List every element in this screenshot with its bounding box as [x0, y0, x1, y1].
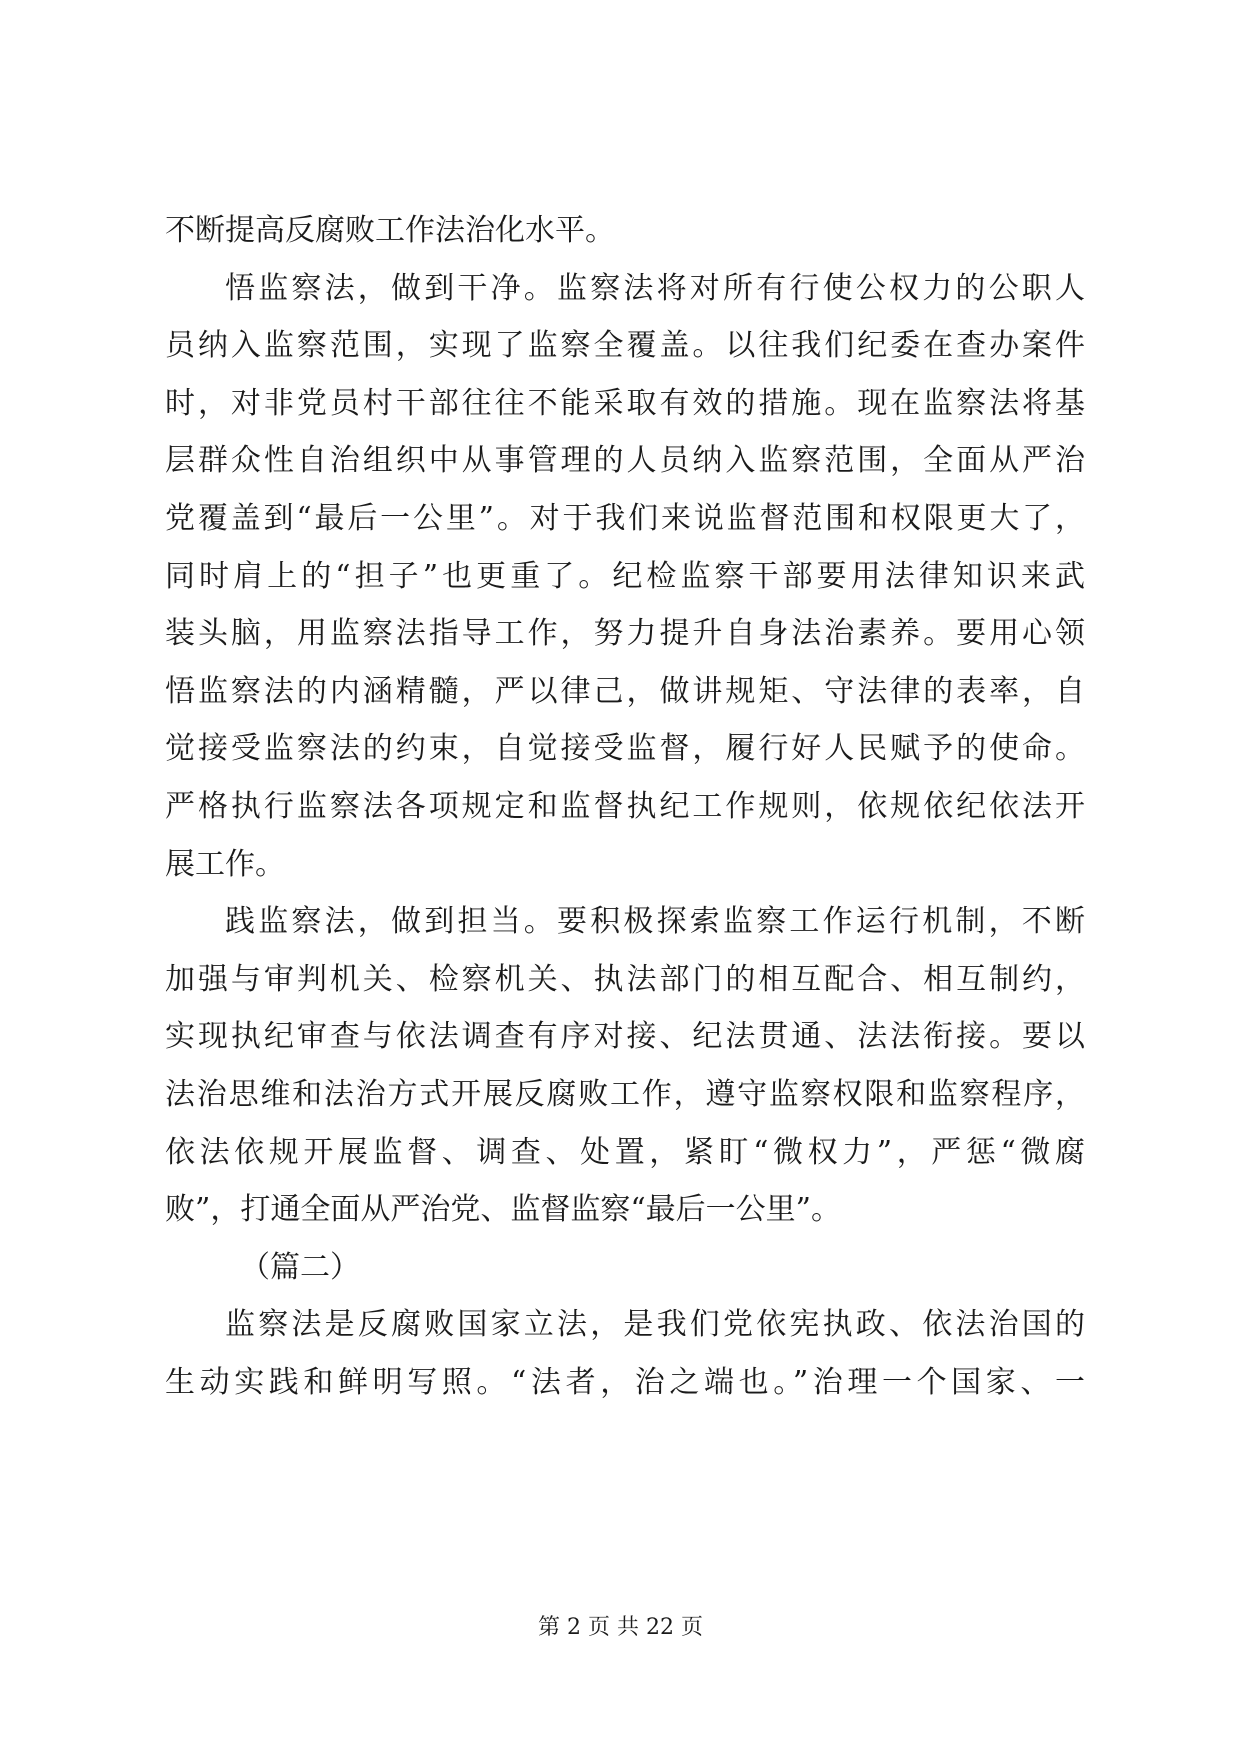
- body-text: [165, 202, 1085, 1411]
- text-line: 严格执行监察法各项规定和监督执纪工作规则，依规依纪依法开: [165, 788, 1085, 824]
- text-line: 法治思维和法治方式开展反腐败工作，遵守监察权限和监察程序，: [165, 1076, 1085, 1112]
- text-line: 生动实践和鲜明写照。“法者，治之端也。”治理一个国家、一: [165, 1364, 1085, 1400]
- page-indicator: 第 2 页 共 22 页: [538, 1615, 703, 1640]
- paragraph-start-line: 监察法是反腐败国家立法，是我们党依宪执政、依法治国的: [225, 1307, 1085, 1343]
- text-line: 依法依规开展监督、调查、处置，紧盯“微权力”，严惩“微腐: [165, 1134, 1085, 1170]
- text-line: 实现执纪审查与依法调查有序对接、纪法贯通、法法衔接。要以: [165, 1019, 1085, 1055]
- text-line: 员纳入监察范围，实现了监察全覆盖。以往我们纪委在查办案件: [165, 328, 1085, 364]
- text-line: 装头脑，用监察法指导工作，努力提升自身法治素养。要用心领: [165, 616, 1085, 652]
- text-line: 败”，打通全面从严治党、监督监察“最后一公里”。: [165, 1192, 842, 1228]
- text-line: 加强与审判机关、检察机关、执法部门的相互配合、相互制约，: [165, 961, 1085, 997]
- text-line: 时，对非党员村干部往往不能采取有效的措施。现在监察法将基: [165, 385, 1085, 421]
- text-line: 层群众性自治组织中从事管理的人员纳入监察范围，全面从严治: [165, 443, 1085, 479]
- paragraph-start-line: 践监察法，做到担当。要积极探索监察工作运行机制，不断: [225, 904, 1085, 940]
- paragraph-start-line: 悟监察法，做到干净。监察法将对所有行使公权力的公职人: [225, 270, 1085, 306]
- text-line: 悟监察法的内涵精髓，严以律己，做讲规矩、守法律的表率，自: [165, 673, 1085, 709]
- section-heading: （篇二）: [240, 1249, 360, 1285]
- text-line: 不断提高反腐败工作法治化水平。: [165, 213, 615, 248]
- text-line: 同时肩上的“担子”也更重了。纪检监察干部要用法律知识来武: [165, 558, 1085, 594]
- text-line: 觉接受监察法的约束，自觉接受监督，履行好人民赋予的使命。: [165, 731, 1085, 767]
- text-line: 展工作。: [165, 846, 285, 882]
- page-footer: [0, 1610, 1241, 1641]
- text-line: 党覆盖到“最后一公里”。对于我们来说监督范围和权限更大了，: [165, 500, 1085, 536]
